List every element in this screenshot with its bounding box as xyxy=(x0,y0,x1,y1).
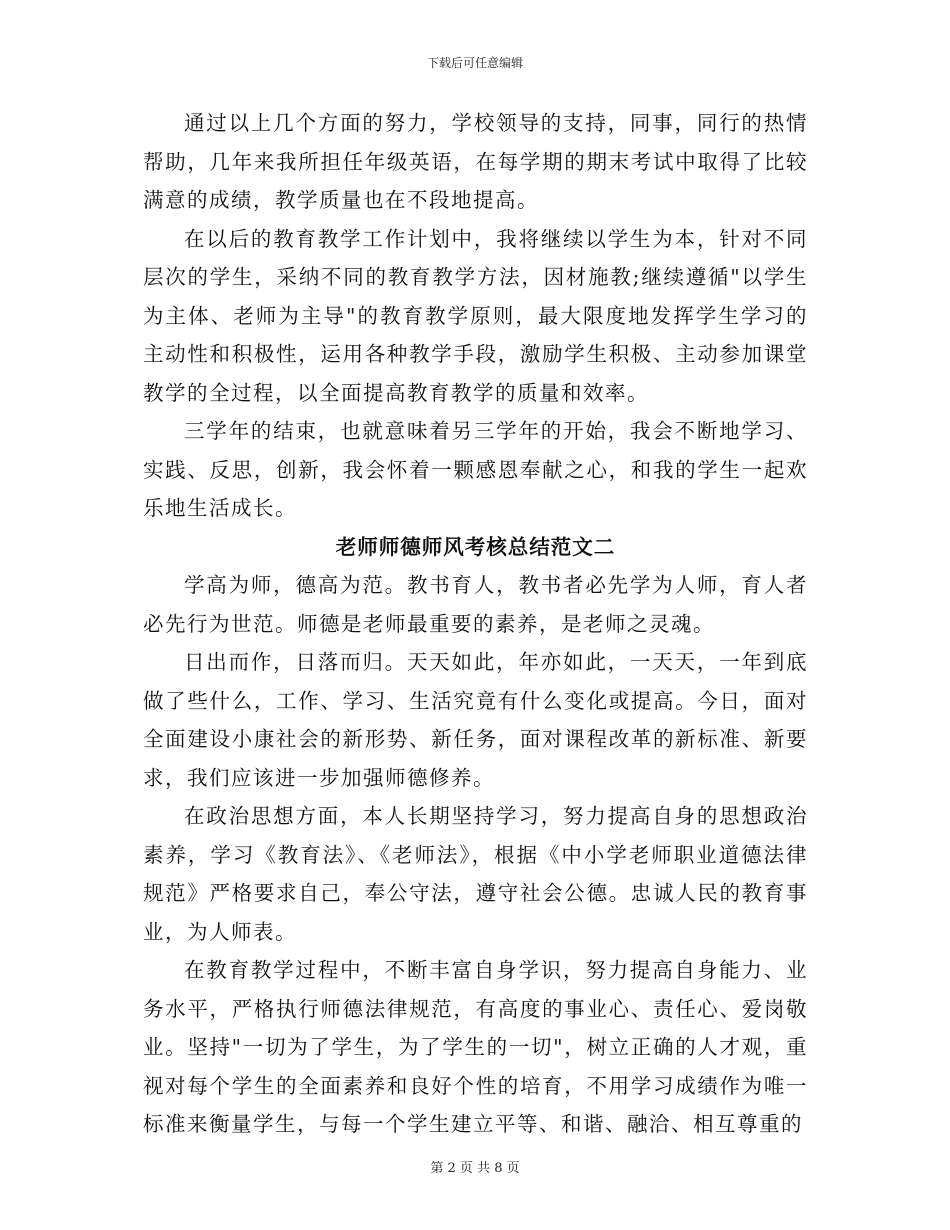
paragraph: 日出而作，日落而归。天天如此，年亦如此，一天天，一年到底做了些什么，工作、学习、生活究竟有什么变化或提高。今日，面对全面建设小康社会的新形势、新任务，面对课程改革的新标准、新要求，我们应该进一步加强师德修养。 xyxy=(143,650,808,790)
paragraph: 通过以上几个方面的努力，学校领导的支持，同事，同行的热情帮助，几年来我所担任年级英语，在每学期的期末考试中取得了比较满意的成绩，教学质量也在不段地提高。 xyxy=(143,111,808,212)
document-body xyxy=(143,104,808,1144)
page-header: 下载后可任意编辑 xyxy=(426,56,523,70)
section-title: 老师师德师风考核总结范文二 xyxy=(335,534,616,559)
paragraph: 在政治思想方面，本人长期坚持学习，努力提高自身的思想政治素养，学习《教育法》、《老师法》，根据《中小学老师职业道德法律规范》严格要求自己，奉公守法，遵守社会公德。忠诚人民的教育事业，为人师表。 xyxy=(143,804,808,944)
paragraph: 三学年的结束，也就意味着另三学年的开始，我会不断地学习、实践、反思，创新，我会怀着一颗感恩奉献之心，和我的学生一起欢乐地生活成长。 xyxy=(143,419,808,520)
paragraph: 在教育教学过程中，不断丰富自身学识，努力提高自身能力、业务水平，严格执行师德法律规范，有高度的事业心、责任心、爱岗敬业。坚持"一切为了学生，为了学生的一切"，树立正确的人才观，重视对每个学生的全面素养和良好个性的培育，不用学习成绩作为唯一标准来衡量学生，与每一个学生建立平等、和谐、融洽、相互尊重的 xyxy=(143,958,808,1136)
paragraph: 在以后的教育教学工作计划中，我将继续以学生为本，针对不同层次的学生，采纳不同的教育教学方法，因材施教;继续遵循"以学生为主体、老师为主导"的教育教学原则，最大限度地发挥学生学习的主动性和积极性，运用各种教学手段，激励学生积极、主动参加课堂教学的全过程，以全面提高教育教学的质量和效率。 xyxy=(143,226,808,405)
paragraph: 学高为师，德高为范。教书育人，教书者必先学为人师，育人者必先行为世范。师德是老师最重要的素养，是老师之灵魂。 xyxy=(143,573,808,636)
page-footer: 第 2 页 共 8 页 xyxy=(430,1161,520,1176)
